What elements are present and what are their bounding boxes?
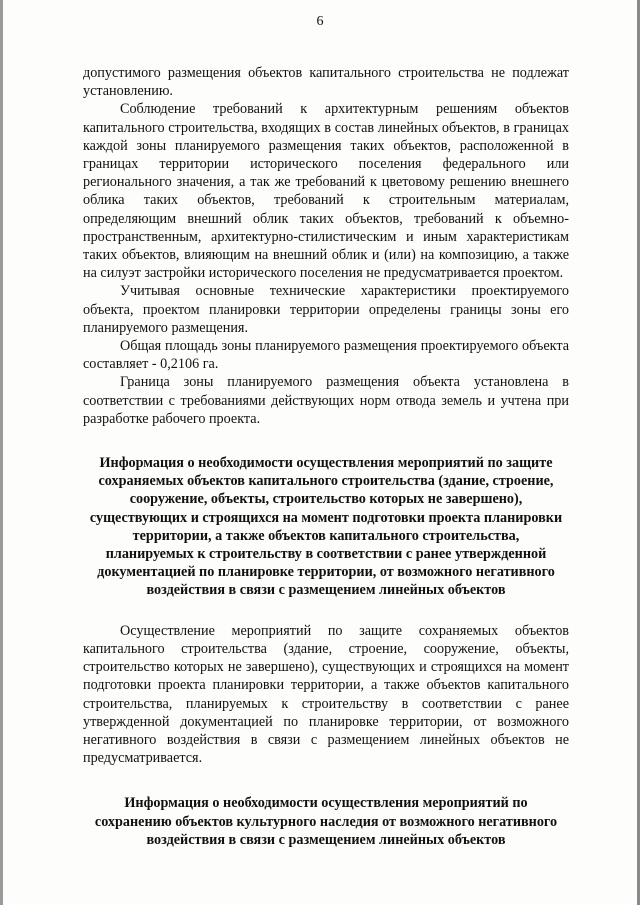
section-heading-cultural-heritage: Информация о необходимости осуществления мероприятий по сохранению объектов культурного наследия от возможного негативного воздействия в связи с размещением линейных объектов xyxy=(94,795,558,848)
paragraph-protection-measures: Осуществление мероприятий по защите сохраняемых объектов капитального строительства (здание, строение, сооружение, объекты, строительство которых не завершено), существующих и строящихся на момент подготовки проекта планировки территории, а также объектов капитального строительства, планируемых к строительству в соответствии с ранее утвержденной документацией по планировке территории, от возможного негативного воздействия в связи с размещением линейных объектов не предусматривается. xyxy=(83,622,569,767)
paragraph-zone-boundary: Граница зоны планируемого размещения объекта установлена в соответствии с требованиями действующих норм отвода земель и учтена при разработке рабочего проекта. xyxy=(83,374,569,427)
paragraph-total-area: Общая площадь зоны планируемого размещения проектируемого объекта составляет - 0,2106 га. xyxy=(83,338,569,373)
page-number: 6 xyxy=(316,14,324,29)
paragraph-continuation: допустимого размещения объектов капитального строительства не подлежат установлению. xyxy=(83,65,569,100)
paragraph-technical-characteristics: Учитывая основные технические характеристики проектируемого объекта, проектом планировки территории определены границы зоны его планируемого размещения. xyxy=(83,283,569,336)
document-body xyxy=(83,64,569,849)
section-heading-protection-measures: Информация о необходимости осуществления мероприятий по защите сохраняемых объектов капитального строительства (здание, строение, сооружение, объекты, строительство которых не завершено), существующих и строящихся на момент подготовки проекта планировки территории, а также объектов капитального строительства, планируемых к строительству в соответствии с ранее утвержденной документацией по планировке территории, от возможного негативного воздействия в связи с размещением линейных объектов xyxy=(89,455,563,599)
paragraph-architectural-requirements: Соблюдение требований к архитектурным решениям объектов капитального строительства, входящих в состав линейных объектов, в границах каждой зоны планируемого размещения таких объектов, расположенной в границах территории исторического поселения федерального или регионального значения, а так же требований к цветовому решению внешнего облика таких объектов, требований к строительным материалам, определяющим внешний облик таких объектов, требований к объемно-пространственным, архитектурно-стилистическим и иным характеристикам таких объектов, влияющим на внешний облик и (или) на композицию, а также на силуэт застройки исторического поселения не предусматривается проектом. xyxy=(83,101,569,282)
scan-left-edge xyxy=(0,0,3,905)
